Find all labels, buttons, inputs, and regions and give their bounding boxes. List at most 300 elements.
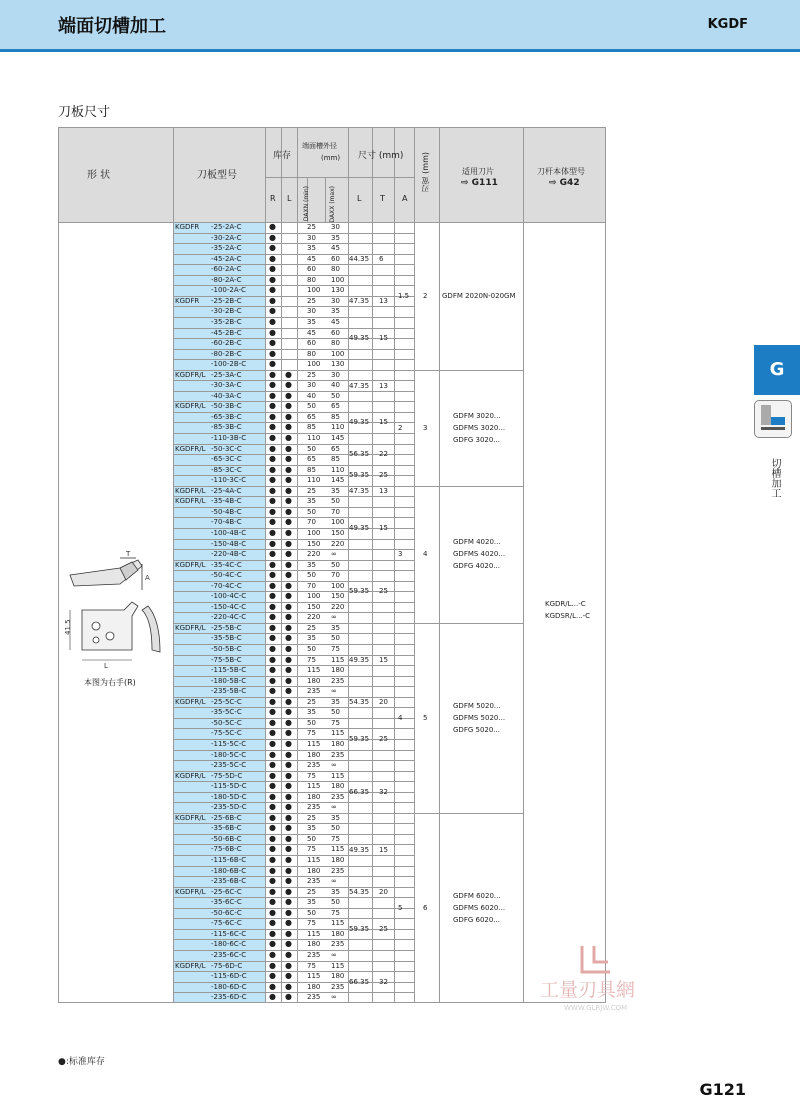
daxx-value: 150 [331,592,345,601]
table-row-line [173,802,414,803]
daxn-value: 75 [307,845,316,854]
daxx-value: ∞ [331,803,337,812]
page-title: 端面切槽加工 [58,16,166,37]
insert-model: GDFM 3020... [453,411,501,420]
stock-dot-l: ● [285,644,292,653]
stock-dot-r: ● [269,601,276,611]
stock-dot-r: ● [269,844,276,854]
daxn-value: 75 [307,961,316,970]
stock-dot-l: ● [285,823,292,833]
stock-dot-r: ● [269,253,276,263]
size-t-value: 22 [379,450,388,459]
stock-dot-l: ● [285,665,292,675]
stock-dot-r: ● [269,443,276,453]
table-row-model: -220-4C-C [211,613,247,622]
daxx-value: 115 [331,845,345,854]
table-row-prefix: KGDFR [175,223,200,231]
size-a-value: 3 [398,550,403,559]
table-row-model: -75-6C-C [211,919,242,928]
stock-dot-r: ● [269,580,276,590]
stock-dot-l: ● [285,886,292,896]
stock-dot-r: ● [269,823,276,833]
daxx-value: 50 [331,560,340,569]
stock-dot-r: ● [269,665,276,675]
dim-l-label: L [104,662,108,670]
stock-dot-l: ● [285,918,292,928]
table-row-model: -80-2B-C [211,349,242,358]
table-row-model: -25-5C-C [211,697,242,706]
stock-dot-l: ● [285,844,292,854]
table-row-line [173,982,414,983]
stock-dot-r: ● [269,401,276,411]
daxx-value: 45 [331,317,340,326]
stock-dot-r: ● [269,812,276,822]
daxn-value: 85 [307,465,316,474]
table-row-line [173,275,414,276]
width-group-line [394,486,523,487]
stock-dot-l: ● [285,654,292,664]
table-row-model: -235-6C-C [211,950,247,959]
stock-dot-r: ● [269,285,276,295]
size-t-value: 25 [379,587,388,596]
dim-a-label: A [145,574,150,582]
daxx-value: ∞ [331,761,337,770]
insert-model: GDFM 5020... [453,701,501,710]
daxn-value: 65 [307,455,316,464]
daxx-value: 100 [331,349,345,358]
stock-dot-r: ● [269,591,276,601]
table-row-line [173,823,414,824]
daxn-value: 75 [307,919,316,928]
size-l-value: 54.35 [349,698,370,707]
daxn-value: 30 [307,381,316,390]
daxn-value: 25 [307,887,316,896]
header-size-t: T [380,194,385,203]
blade-width-value: 2 [423,291,428,300]
daxx-value: 145 [331,434,345,442]
daxx-value: 180 [331,972,345,981]
daxn-value: 35 [307,708,316,717]
daxn-value: 25 [307,370,316,379]
stock-dot-r: ● [269,802,276,812]
daxn-value: 150 [307,602,321,611]
stock-dot-r: ● [269,791,276,801]
table-row-model: -35-5C-C [211,708,242,717]
table-row-line [173,264,414,265]
size-l-value: 66.35 [349,977,370,986]
header-insert: 适用刀片 [462,167,494,176]
blade-width-value: 6 [423,903,428,912]
daxn-value: 50 [307,908,316,917]
stock-dot-l: ● [285,411,292,421]
table-row-line [173,254,414,255]
daxx-value: ∞ [331,550,337,559]
grooving-icon[interactable] [754,400,792,438]
table-row-line [173,549,414,550]
stock-dot-r: ● [269,644,276,653]
width-group-line [394,222,523,223]
table-row-model: -115-5B-C [211,666,247,675]
daxn-value: 50 [307,718,316,727]
size-t-value: 32 [379,787,388,796]
header-holder-ref: ⇨ G42 [549,178,580,188]
table-row-model: -115-6B-C [211,856,247,864]
table-row-model: -115-5D-C [211,782,247,791]
stock-dot-l: ● [285,791,292,801]
stock-dot-l: ● [285,812,292,822]
table-row-line [173,528,414,529]
stock-dot-l: ● [285,981,292,991]
daxn-value: 75 [307,771,316,780]
table-row-line [173,834,414,835]
table-row-model: -180-5C-C [211,750,247,759]
table-row-model: -115-6D-C [211,972,247,981]
daxn-value: 235 [307,877,321,886]
holder-model: KGDR/L...-C [545,600,586,608]
table-row-model: -150-4B-C [211,539,247,548]
table-row-line [173,792,414,793]
daxx-value: 30 [331,223,340,231]
daxx-value: 235 [331,792,345,801]
insert-model: GDFMS 4020... [453,550,506,559]
daxn-value: 80 [307,349,316,358]
header-size-a: A [402,194,408,203]
lt-group-line [348,707,394,708]
header-divider [325,177,326,222]
stock-dot-l: ● [285,675,292,685]
size-t-value: 25 [379,924,388,933]
header-groove-unit: (mm) [321,154,341,162]
table-row-prefix: KGDFR/L [175,813,206,822]
daxx-value: 50 [331,391,340,400]
daxn-value: 50 [307,834,316,843]
daxn-value: 180 [307,676,321,685]
table-row-line [173,612,414,613]
table-row-line [173,739,414,740]
table-row-model: -30-2B-C [211,307,242,316]
daxx-value: 60 [331,254,340,263]
daxx-value: 80 [331,339,340,348]
size-a-value: 2 [398,423,403,432]
daxn-value: 100 [307,528,321,537]
stock-dot-r: ● [269,338,276,348]
blade-figure [60,540,170,690]
table-row-line [173,686,414,687]
daxx-value: 80 [331,265,340,274]
daxx-value: 65 [331,402,340,411]
table-row-line [173,433,414,434]
stock-dot-l: ● [285,485,292,495]
daxn-value: 115 [307,782,321,791]
table-row-line [173,971,414,972]
table-row-prefix: KGDFR/L [175,961,206,970]
size-l-value: 47.35 [349,381,370,390]
stock-dot-r: ● [269,918,276,928]
watermark-url: WWW.GLRJW.COM [564,1004,628,1012]
size-l-value: 66.35 [349,787,370,796]
daxn-value: 35 [307,634,316,643]
stock-dot-l: ● [285,717,292,727]
daxn-value: 45 [307,328,316,337]
table-row-line [173,507,414,508]
table-row-line [173,359,414,360]
stock-dot-r: ● [269,475,276,485]
stock-dot-r: ● [269,981,276,991]
daxx-value: 130 [331,286,345,295]
daxx-value: 65 [331,444,340,453]
daxx-value: 70 [331,507,340,516]
table-row-model: -180-5B-C [211,676,247,685]
table-row-line [173,855,414,856]
stock-dot-l: ● [285,971,292,981]
table-row-line [173,243,414,244]
table-row-line [173,781,414,782]
size-l-value: 54.35 [349,887,370,896]
lt-group-line [348,771,394,772]
daxx-value: 235 [331,982,345,991]
daxn-value: 50 [307,444,316,453]
dim-height-label: 41.5 [64,619,72,635]
stock-dot-l: ● [285,833,292,843]
daxn-value: 115 [307,929,321,938]
table-row-line [173,380,414,381]
daxn-value: 35 [307,898,316,907]
stock-dot-r: ● [269,380,276,390]
stock-dot-r: ● [269,411,276,421]
size-l-value: 49.35 [349,523,370,532]
header-insert-ref: ⇨ G111 [461,178,498,188]
table-row-model: -50-6C-C [211,908,242,917]
daxx-value: 115 [331,655,345,664]
table-row-prefix: KGDFR/L [175,887,206,896]
daxx-value: 115 [331,919,345,928]
stock-dot-r: ● [269,612,276,622]
table-row-line [173,939,414,940]
table-row-line [173,391,414,392]
stock-dot-l: ● [285,433,292,442]
daxn-value: 60 [307,339,316,348]
stock-dot-l: ● [285,738,292,748]
stock-dot-l: ● [285,865,292,875]
table-row-line [173,876,414,877]
size-l-value: 49.35 [349,334,370,343]
stock-dot-l: ● [285,601,292,611]
header-daxn: DAXN (min) [303,186,310,222]
blade-width-value: 5 [423,713,428,722]
stock-dot-r: ● [269,633,276,643]
table-row-model: -35-6C-C [211,898,242,907]
daxn-value: 45 [307,254,316,263]
stock-dot-r: ● [269,433,276,442]
daxx-value: 110 [331,465,345,474]
size-t-value: 15 [379,418,388,427]
daxx-value: 110 [331,423,345,432]
table-row-line [173,950,414,951]
table-row-line [173,602,414,603]
stock-dot-r: ● [269,886,276,896]
stock-dot-l: ● [285,559,292,569]
stock-dot-r: ● [269,506,276,516]
blade-drawing [82,602,160,652]
size-t-value: 20 [379,698,388,707]
stock-dot-l: ● [285,401,292,411]
stock-dot-l: ● [285,549,292,559]
blade-width-value: 4 [423,550,428,559]
table-row-model: -65-3C-C [211,455,242,464]
insert-model: GDFG 4020... [453,562,500,571]
stock-dot-r: ● [269,707,276,717]
footnote: ●:标准库存 [58,1057,105,1067]
daxx-value: 35 [331,697,340,706]
table-row-model: -40-3A-C [211,391,242,400]
daxx-value: 220 [331,602,345,611]
size-t-value: 20 [379,887,388,896]
stock-dot-l: ● [285,728,292,738]
table-row-model: -235-5B-C [211,687,247,696]
daxn-value: 220 [307,613,321,622]
header-size: 尺寸 (mm) [358,151,404,161]
table-row-model: -35-4B-C [211,497,242,506]
stock-dot-r: ● [269,348,276,358]
size-l-value: 56.35 [349,450,370,459]
table-row-line [173,866,414,867]
header-divider [265,177,414,178]
lt-group-line [348,306,394,307]
table-row-prefix: KGDFR/L [175,370,206,379]
table-row-model: -75-5C-C [211,729,242,738]
stock-dot-r: ● [269,306,276,316]
table-row-line [173,422,414,423]
daxx-value: 75 [331,908,340,917]
size-l-value: 59.35 [349,587,370,596]
chapter-label: 切槽加工 [769,458,780,498]
table-row-model: -150-4C-C [211,602,247,611]
column-divider [414,128,415,1002]
insert-model: GDFM 2020N-020GM [442,291,516,300]
header-stock: 库存 [273,151,292,161]
table-row-line [173,591,414,592]
stock-dot-l: ● [285,949,292,959]
daxn-value: 85 [307,423,316,432]
daxn-value: 30 [307,233,316,242]
chapter-tab[interactable]: G [754,345,800,395]
insert-model: GDFG 3020... [453,435,500,444]
table-row-line [173,454,414,455]
header-underline [0,49,800,52]
daxx-value: 50 [331,634,340,643]
table-row-model: -75-6B-C [211,845,242,854]
stock-dot-l: ● [285,855,292,864]
table-row-model: -50-5C-C [211,718,242,727]
size-l-value: 47.35 [349,487,370,496]
table-row-model: -50-4C-C [211,571,242,580]
section-title: 刀板尺寸 [58,105,111,120]
daxn-value: 35 [307,244,316,253]
stock-dot-r: ● [269,992,276,1002]
stock-dot-l: ● [285,369,292,379]
header-divider [372,128,373,222]
daxn-value: 25 [307,486,316,495]
stock-dot-r: ● [269,928,276,938]
page-number: G121 [699,1080,746,1099]
stock-dot-l: ● [285,464,292,474]
daxx-value: 220 [331,539,345,548]
stock-dot-r: ● [269,855,276,864]
table-row-prefix: KGDFR/L [175,497,206,506]
header-daxx: DAXX (max) [329,186,336,223]
stock-dot-l: ● [285,928,292,938]
daxx-value: 100 [331,581,345,590]
size-l-value: 47.35 [349,297,370,306]
stock-dot-l: ● [285,876,292,886]
header-groove-dia: 端面槽外径 [302,142,337,150]
table-row-line [173,517,414,518]
stock-dot-l: ● [285,760,292,770]
watermark [540,938,670,1018]
stock-dot-r: ● [269,770,276,780]
table-row-model: -100-2A-C [211,286,246,295]
daxx-value: 50 [331,824,340,833]
daxx-value: 35 [331,307,340,316]
daxx-value: 115 [331,771,345,780]
stock-dot-l: ● [285,686,292,696]
blade-width-value: 3 [423,423,428,432]
table-row-model: -110-3C-C [211,476,247,485]
stock-dot-l: ● [285,380,292,390]
table-row-line [173,992,414,993]
daxn-value: 25 [307,223,316,231]
stock-dot-r: ● [269,232,276,242]
daxx-value: 180 [331,782,345,791]
size-t-value: 32 [379,977,388,986]
daxx-value: 130 [331,360,345,369]
stock-dot-l: ● [285,696,292,706]
stock-dot-l: ● [285,591,292,601]
daxn-value: 180 [307,750,321,759]
table-row-model: -100-4C-C [211,592,247,601]
daxx-value: 35 [331,623,340,632]
table-row-model: -100-4B-C [211,528,247,537]
stock-dot-r: ● [269,390,276,400]
stock-dot-r: ● [269,274,276,284]
size-l-value: 59.35 [349,734,370,743]
series-code: KGDF [707,17,748,32]
stock-dot-l: ● [285,475,292,485]
stock-dot-r: ● [269,717,276,727]
table-row-line [173,908,414,909]
stock-dot-l: ● [285,770,292,780]
table-row-model: -25-6B-C [211,813,242,822]
table-row-model: -35-2A-C [211,244,242,253]
insert-model: GDFMS 5020... [453,713,506,722]
table-row-model: -35-6B-C [211,824,242,833]
table-row-prefix: KGDFR/L [175,697,206,706]
daxn-value: 100 [307,360,321,369]
daxn-value: 235 [307,761,321,770]
stock-dot-r: ● [269,295,276,305]
lt-group-line [348,222,394,223]
table-row-model: -65-3B-C [211,412,242,421]
daxx-value: ∞ [331,613,337,622]
daxn-value: 50 [307,571,316,580]
daxx-value: 35 [331,486,340,495]
stock-dot-r: ● [269,971,276,981]
daxn-value: 25 [307,697,316,706]
stock-dot-r: ● [269,675,276,685]
daxn-value: 180 [307,940,321,949]
table-row-line [173,929,414,930]
daxn-value: 75 [307,655,316,664]
